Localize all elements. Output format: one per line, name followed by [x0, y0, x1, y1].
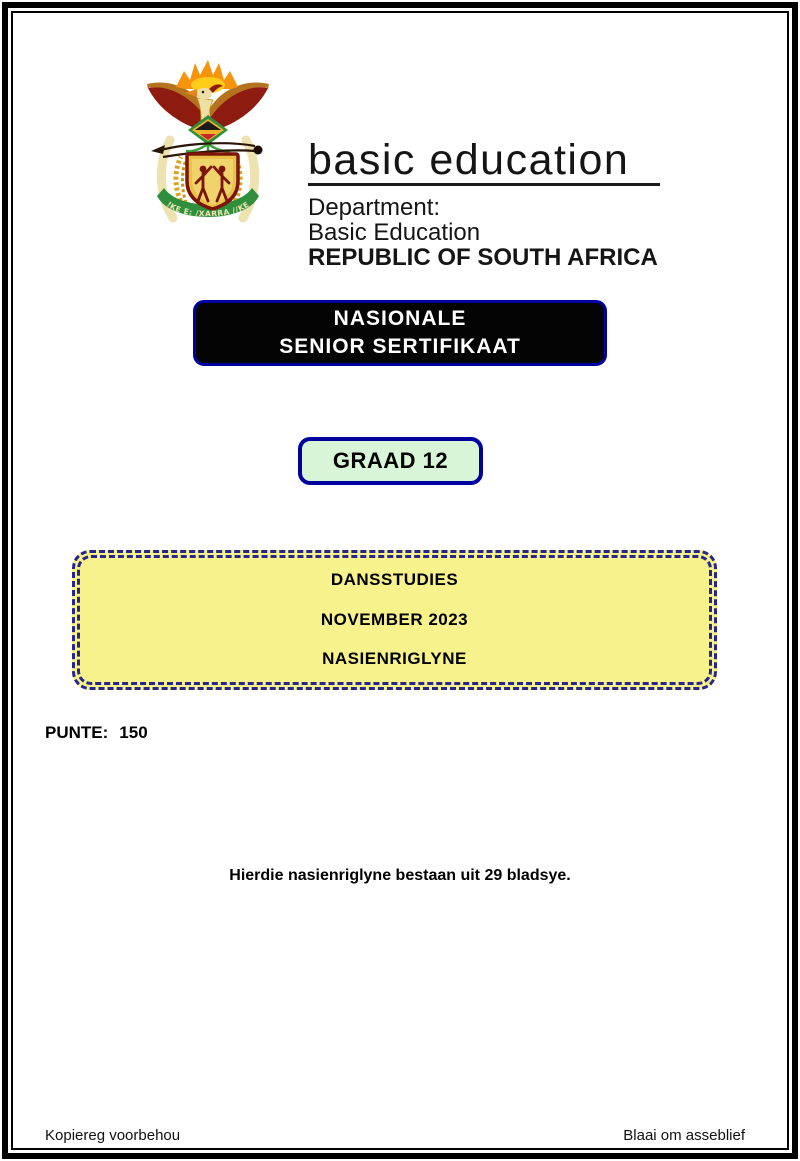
exam-session: NOVEMBER 2023	[320, 609, 469, 629]
exam-info-inner	[77, 555, 712, 685]
logo-wordmark: basic education	[308, 136, 630, 184]
exam-info-box	[72, 550, 717, 690]
dbe-logo	[143, 60, 663, 271]
department-lines	[308, 195, 660, 270]
grade-label: GRAAD 12	[332, 448, 449, 473]
grade-badge	[298, 437, 483, 485]
certificate-banner	[193, 300, 607, 366]
footer-copyright: Kopiereg voorbehou	[45, 1127, 181, 1144]
department-name: Basic Education	[308, 219, 481, 246]
south-african-coat-of-arms-icon	[143, 60, 273, 236]
marks-line	[45, 723, 148, 743]
exam-subject: DANSSTUDIES	[330, 570, 459, 589]
page-border-inner	[11, 11, 789, 1150]
marks-value: 150	[119, 723, 148, 742]
exam-doc-type: NASIENRIGLYNE	[322, 649, 467, 668]
certificate-line1: NASIONALE	[333, 307, 467, 330]
marks-label: PUNTE:	[45, 723, 109, 742]
page-border-outer	[2, 2, 798, 1159]
shield-icon	[187, 154, 238, 209]
certificate-line2: SENIOR SERTIFIKAAT	[279, 335, 521, 358]
sunburst-icon	[176, 60, 238, 93]
page-count-note: Hierdie nasienriglyne bestaan uit 29 bladsye.	[229, 867, 571, 884]
dbe-logo-text	[308, 136, 660, 271]
page-footer	[45, 1127, 745, 1144]
country-name: REPUBLIC OF SOUTH AFRICA	[308, 244, 658, 271]
department-label: Department:	[308, 194, 441, 221]
footer-turn-over: Blaai om asseblief	[623, 1127, 745, 1144]
coat-motto-text: !KE E: /XARRA //KE	[165, 199, 251, 219]
